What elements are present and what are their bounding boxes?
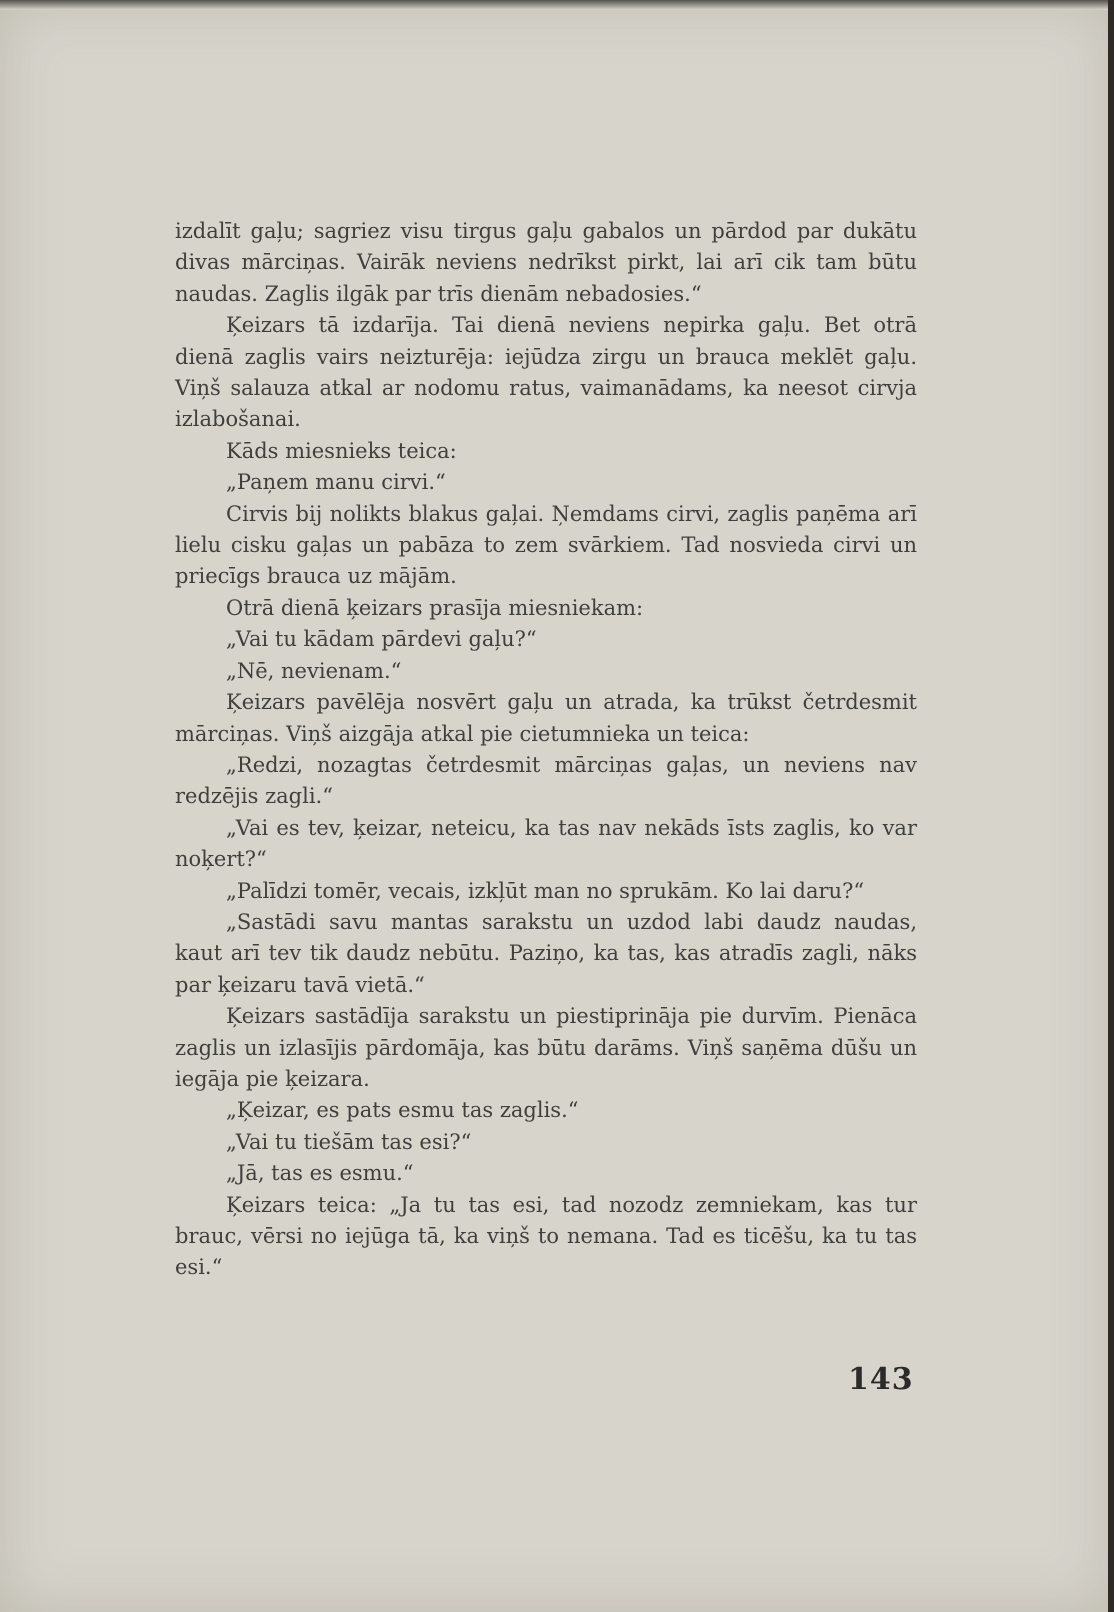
paragraph-13: „Sastādi savu mantas sarakstu un uzdod labi daudz naudas, kaut arī tev tik daudz nebūtu. Paziņo, ka tas, kas atradīs zagli, nāks par ķeizaru tavā vietā.“ [175, 909, 917, 997]
paragraph-9: Ķeizars pavēlēja nosvērt gaļu un atrada, ka trūkst četrdesmit mārciņas. Viņš aizgāja atkal pie cietumnieka un teica: [175, 690, 917, 746]
paragraph-11: „Vai es tev, ķeizar, neteicu, ka tas nav nekāds īsts zaglis, ko var noķert?“ [175, 815, 917, 872]
paragraph-18: Ķeizars teica: „Ja tu tas esi, tad nozodz zemniekam, kas tur brauc, vērsi no iejūga tā, ka viņš to nemana. Tad es ticēšu, ka tu tas esi.“ [175, 1192, 917, 1280]
paragraph-10: „Redzi, nozagtas četrdesmit mārciņas gaļas, un neviens nav redzējis zagli.“ [175, 752, 917, 809]
paragraph-16: „Vai tu tiešām tas esi?“ [226, 1129, 472, 1154]
paragraph-6: Otrā dienā ķeizars prasīja miesniekam: [226, 595, 644, 620]
paragraph-2: Ķeizars tā izdarīja. Tai dienā neviens nepirka gaļu. Bet otrā dienā zaglis vairs neizturēja: iejūdza zirgu un brauca meklēt gaļu. Viņš salauza atkal ar nodomu ratus, vaimanādams, ka neesot cirvja izlabošanai. [175, 313, 917, 432]
page-number: 143 [848, 1362, 914, 1397]
paragraph-7: „Vai tu kādam pārdevi gaļu?“ [226, 627, 537, 652]
paragraph-15: „Ķeizar, es pats esmu tas zaglis.“ [226, 1098, 579, 1123]
paragraph-5: Cirvis bij nolikts blakus gaļai. Ņemdams cirvi, zaglis paņēma arī lielu cisku gaļas un pabāza to zem svārkiem. Tad nosvieda cirvi un priecīgs brauca uz mājām. [175, 501, 917, 589]
page-top-edge [0, 0, 1114, 10]
paragraph-3: Kāds miesnieks teica: [226, 438, 457, 463]
paragraph-12: „Palīdzi tomēr, vecais, izkļūt man no sprukām. Ko lai daru?“ [226, 878, 865, 903]
paragraph-8: „Nē, nevienam.“ [226, 658, 402, 683]
page-right-edge [1108, 0, 1114, 1612]
paragraph-17: „Jā, tas es esmu.“ [226, 1161, 414, 1186]
body-text [175, 216, 917, 1284]
paragraph-1: izdalīt gaļu; sagriez visu tirgus gaļu gabalos un pārdod par dukātu divas mārciņas. Vairāk neviens nedrīkst pirkt, lai arī cik tam būtu naudas. Zaglis ilgāk par trīs dienām nebadosies.“ [175, 219, 917, 306]
paragraph-4: „Paņem manu cirvi.“ [226, 470, 446, 495]
paragraph-14: Ķeizars sastādīja sarakstu un piestiprināja pie durvīm. Pienāca zaglis un izlasījis pārdomāja, kas būtu darāms. Viņš saņēma dūšu un iegāja pie ķeizara. [175, 1004, 917, 1091]
